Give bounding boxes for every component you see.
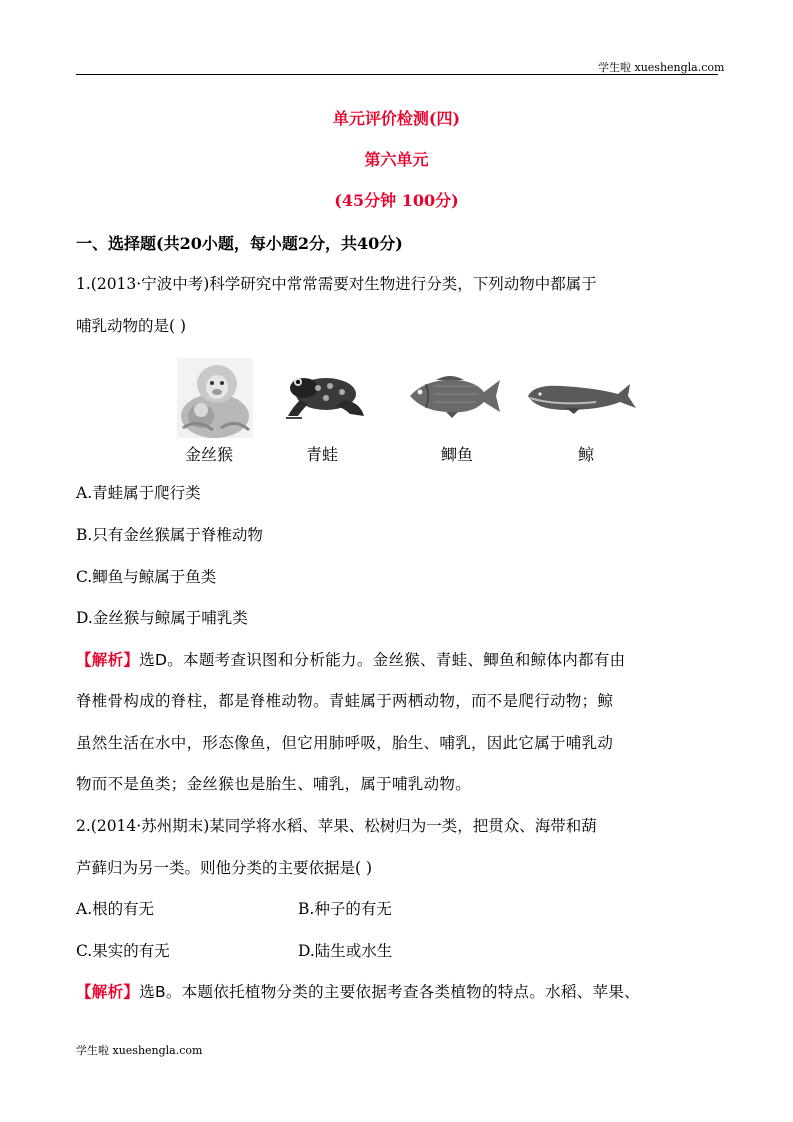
q2-option-b: B.种子的有无 (298, 900, 392, 918)
frog-image (284, 368, 366, 422)
section-heading: 一、选择题(共20小题，每小题2分，共40分) (76, 234, 403, 253)
whale-image (526, 380, 638, 414)
q2-option-d: D.陆生或水生 (298, 942, 393, 960)
q1-analysis-line3: 虽然生活在水中，形态像鱼，但它用肺呼吸，胎生、哺乳，因此它属于哺乳动 (76, 734, 614, 752)
q1-option-a: A.青蛙属于爬行类 (76, 484, 201, 502)
analysis-tag: 【解析】 (76, 983, 140, 1001)
analysis-tag: 【解析】 (76, 651, 140, 669)
q1-analysis-line4: 物而不是鱼类；金丝猴也是胎生、哺乳，属于哺乳动物。 (76, 775, 472, 793)
q1-stem-line1: 1.(2013·宁波中考)科学研究中常常需要对生物进行分类，下列动物中都属于 (76, 275, 597, 293)
image-label-whale: 鲸 (578, 445, 595, 464)
image-label-frog: 青蛙 (306, 445, 339, 464)
q1-analysis-line2: 脊椎骨构成的脊柱，都是脊椎动物。青蛙属于两栖动物，而不是爬行动物；鲸 (76, 692, 614, 710)
page-title: 单元评价检测(四) (332, 109, 461, 128)
q1-analysis-line1: 【解析】选D。本题考查识图和分析能力。金丝猴、青蛙、鲫鱼和鲸体内都有由 (76, 651, 626, 669)
footer-site: 学生啦 xueshengla.com (76, 1044, 203, 1057)
unit-title: 第六单元 (364, 150, 429, 169)
golden-monkey-image (177, 358, 253, 438)
q1-stem-line2: 哺乳动物的是( ) (76, 317, 187, 335)
image-label-crucian-carp: 鲫鱼 (441, 445, 474, 464)
crucian-carp-image (406, 372, 502, 418)
q1-option-d: D.金丝猴与鲸属于哺乳类 (76, 609, 248, 627)
header-rule (76, 74, 718, 75)
q2-stem-line1: 2.(2014·苏州期末)某同学将水稻、苹果、松树归为一类，把贯众、海带和葫 (76, 817, 597, 835)
header-site: 学生啦 xueshengla.com (598, 61, 725, 74)
q1-option-c: C.鲫鱼与鲸属于鱼类 (76, 568, 217, 586)
q2-option-c: C.果实的有无 (76, 942, 170, 960)
image-label-golden-monkey: 金丝猴 (185, 445, 234, 464)
q2-option-a: A.根的有无 (76, 900, 155, 918)
time-score: (45分钟 100分) (334, 191, 459, 210)
q1-option-b: B.只有金丝猴属于脊椎动物 (76, 526, 263, 544)
q2-analysis-line1: 【解析】选B。本题依托植物分类的主要依据考查各类植物的特点。水稻、苹果、 (76, 983, 640, 1001)
q2-stem-line2: 芦藓归为另一类。则他分类的主要依据是( ) (76, 859, 373, 877)
